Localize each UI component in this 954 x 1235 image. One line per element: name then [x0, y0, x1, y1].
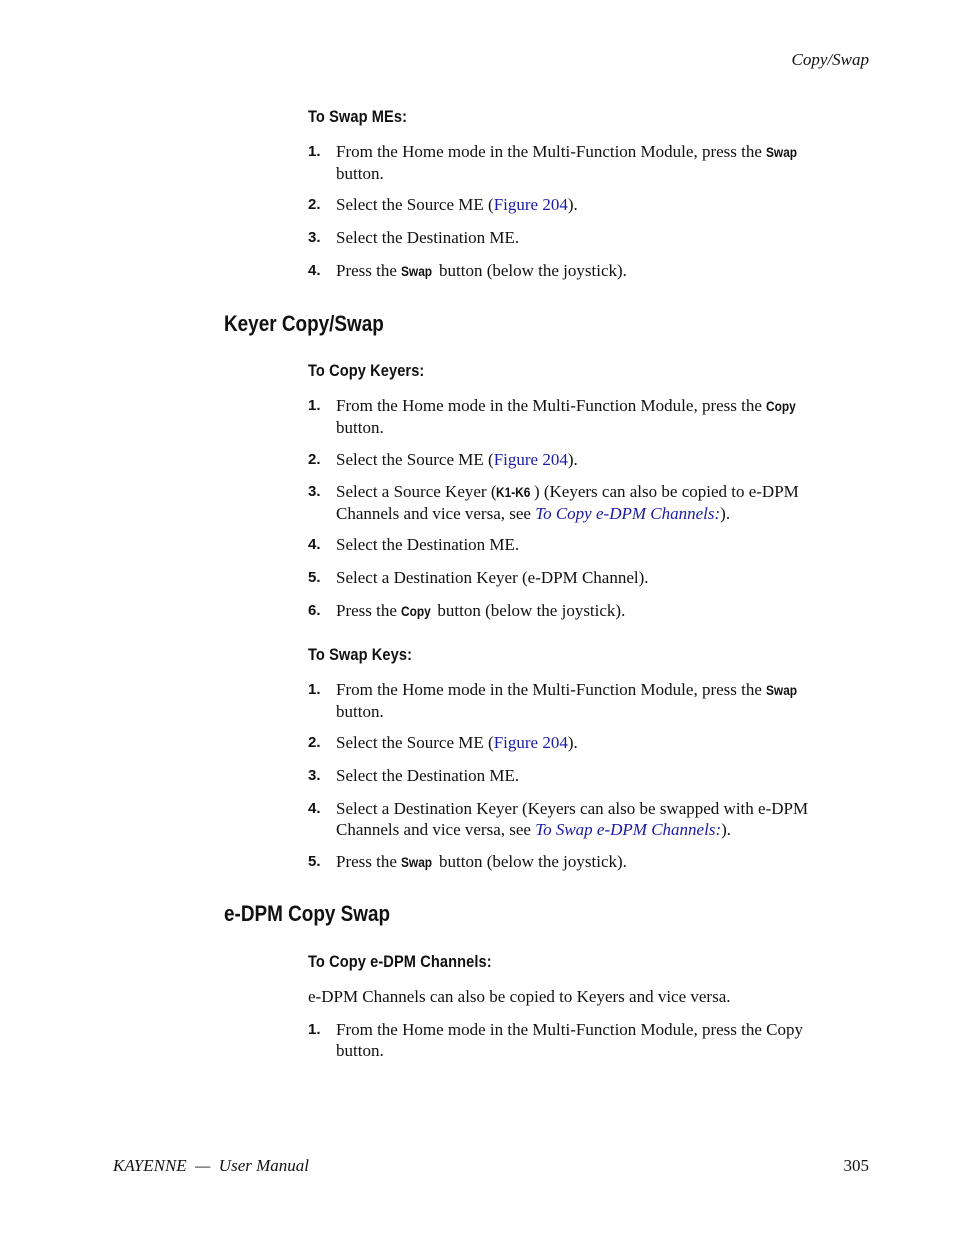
figure-link[interactable]: Figure 204	[493, 733, 568, 752]
step-text-part: Press the	[336, 852, 402, 871]
heading-swap-keys: To Swap Keys:	[308, 645, 413, 664]
ui-label-copy: Copy	[766, 398, 796, 414]
step-number: 3.	[308, 767, 321, 784]
ui-label-swap: Swap	[401, 854, 433, 870]
step-text-part: From the Home mode in the Multi-Function Module, press the	[336, 680, 767, 699]
step-text-part: Select a Destination Keyer (Keyers can also be swapped with e-DPM	[336, 799, 809, 818]
heading-copy-edpm-channels: To Copy e-DPM Channels:	[308, 952, 492, 971]
step-text	[336, 851, 871, 873]
step-text-part: button (below the joystick).	[434, 261, 627, 280]
step-number: 1.	[308, 681, 321, 698]
step-text-part: From the Home mode in the Multi-Function Module, press the Copy	[336, 1020, 803, 1039]
step-number: 2.	[308, 734, 321, 751]
step-text	[336, 600, 871, 622]
step-text	[336, 798, 871, 840]
figure-link[interactable]: Figure 204	[493, 450, 568, 469]
running-head: Copy/Swap	[791, 50, 869, 69]
step-text-part: Press the	[336, 261, 402, 280]
ui-label-copy: Copy	[401, 603, 431, 619]
footer-manual-title: KAYENNE — User Manual	[113, 1156, 309, 1175]
step-text-part: button.	[336, 418, 384, 437]
step-text-part: ).	[567, 195, 578, 214]
step-text	[336, 1019, 871, 1061]
heading-swap-mes: To Swap MEs:	[308, 107, 408, 126]
step-number: 5.	[308, 569, 321, 586]
step-text-part: ).	[720, 504, 731, 523]
step-text-part: ).	[567, 733, 578, 752]
cross-reference-link[interactable]: To Copy e-DPM Channels:	[535, 504, 721, 523]
step-text: Select a Destination Keyer (e-DPM Channel).	[336, 568, 649, 587]
step-text	[336, 732, 871, 753]
step-text: Select the Destination ME.	[336, 535, 520, 554]
step-text-part: button.	[336, 164, 384, 183]
step-text-part: button (below the joystick).	[433, 601, 626, 620]
step-number: 3.	[308, 229, 321, 246]
step-text-part: Channels and vice versa, see	[336, 820, 536, 839]
step-text	[336, 141, 871, 184]
step-text-part: ).	[567, 450, 578, 469]
step-text: Select the Destination ME.	[336, 228, 520, 247]
step-text	[336, 395, 871, 438]
step-text	[336, 260, 871, 282]
step-text-part: Select a Source Keyer (	[336, 482, 497, 501]
heading-copy-keyers: To Copy Keyers:	[308, 361, 425, 380]
step-text-part: Select the Source ME (	[336, 195, 494, 214]
step-text-part: ).	[721, 820, 732, 839]
step-number: 4.	[308, 536, 321, 553]
step-text-part: Channels and vice versa, see	[336, 504, 536, 523]
section-title-keyer-copy-swap: Keyer Copy/Swap	[224, 311, 384, 336]
step-number: 1.	[308, 397, 321, 414]
step-text: Select the Destination ME.	[336, 766, 520, 785]
step-text-part: Select the Source ME (	[336, 733, 494, 752]
step-number: 6.	[308, 602, 321, 619]
intro-paragraph: e-DPM Channels can also be copied to Keyers and vice versa.	[308, 987, 731, 1006]
step-text-part: Press the	[336, 601, 402, 620]
step-text	[336, 679, 871, 722]
ui-label-swap: Swap	[766, 144, 798, 160]
step-number: 1.	[308, 143, 321, 160]
page-number: 305	[843, 1156, 869, 1175]
ui-label-swap: Swap	[401, 263, 433, 279]
step-number: 4.	[308, 262, 321, 279]
ui-label-swap: Swap	[766, 682, 798, 698]
step-text	[336, 481, 871, 524]
section-title-edpm-copy-swap: e-DPM Copy Swap	[224, 901, 391, 926]
step-number: 2.	[308, 196, 321, 213]
step-text-part: From the Home mode in the Multi-Function Module, press the	[336, 142, 767, 161]
step-text	[336, 194, 871, 215]
step-text-part: button (below the joystick).	[434, 852, 627, 871]
step-number: 3.	[308, 483, 321, 500]
step-text-part: button.	[336, 702, 384, 721]
step-text-part: Select the Source ME (	[336, 450, 494, 469]
step-text-part: ) (Keyers can also be copied to e-DPM	[533, 482, 799, 501]
step-text-part: From the Home mode in the Multi-Function Module, press the	[336, 396, 767, 415]
step-number: 5.	[308, 853, 321, 870]
step-text	[336, 449, 871, 470]
cross-reference-link[interactable]: To Swap e-DPM Channels:	[535, 820, 722, 839]
step-number: 2.	[308, 451, 321, 468]
figure-link[interactable]: Figure 204	[493, 195, 568, 214]
step-text-part: button.	[336, 1041, 384, 1060]
step-number: 4.	[308, 800, 321, 817]
step-number: 1.	[308, 1021, 321, 1038]
ui-label-keyers: K1-K6	[496, 484, 531, 500]
